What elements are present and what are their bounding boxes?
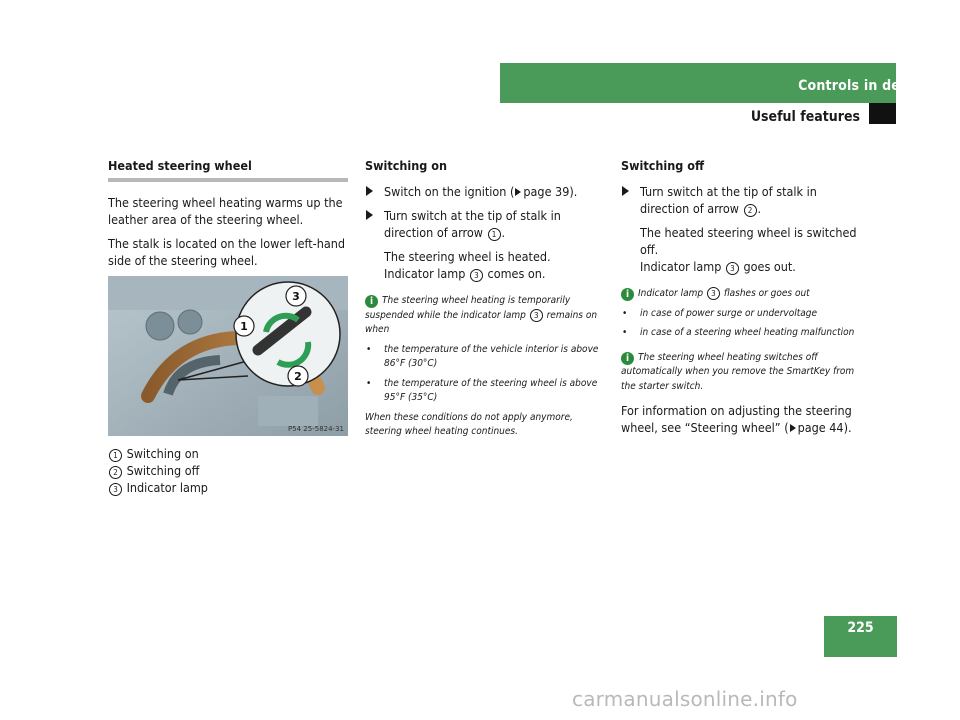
info-note-lamp: i Indicator lamp 3 flashes or goes out • in case of power surge or undervoltage • in case of a steering wheel heating malfunction [621, 287, 861, 341]
info-icon: i [621, 288, 634, 301]
step-arrow-icon [622, 186, 629, 196]
column-middle [365, 157, 605, 445]
info-note-smartkey: i The steering wheel heating switches off automatically when you remove the SmartKey from the starter switch. [621, 351, 855, 392]
step-arrow-icon [366, 210, 373, 220]
legend-item [108, 462, 348, 479]
info-icon: i [621, 352, 634, 365]
step-ignition: Switch on the ignition ( page 39). [365, 183, 605, 200]
adjusting-paragraph: For information on adjusting the steering wheel, see “Steering wheel” ( page 44). [621, 403, 852, 435]
legend-number: 3 [109, 483, 122, 496]
section-title: Controls in detail [798, 78, 924, 94]
page-link[interactable]: page 44). [797, 420, 852, 435]
column-right [621, 157, 861, 443]
step-turn-switch-off: Turn switch at the tip of stalk in direction of arrow 2 . [621, 183, 861, 217]
bullet-icon: • [622, 327, 628, 338]
figure-code: P54 25-5824-31 [287, 425, 344, 433]
step-turn-switch: Turn switch at the tip of stalk in direction of arrow 1 . [365, 207, 605, 241]
stalk-location-paragraph: The stalk is located on the lower left-hand side of the steering wheel. [108, 236, 345, 268]
ref-number: 1 [488, 228, 501, 241]
callout-2: 2 [294, 370, 302, 383]
bullet-icon: • [622, 307, 628, 319]
callout-3: 3 [292, 290, 300, 303]
ref-number: 3 [530, 309, 543, 322]
heading-switching-on: Switching on [365, 158, 447, 173]
heading-rule [108, 178, 348, 182]
info-note: i The steering wheel heating is temporarily suspended while the indicator lamp 3 remains on when • the temperature of the vehicle interior is above 86°F (30°C) • the temperature of the steering wheel is above 95°F (35°C) When these conditions do not apply anymore, steering wheel heating continues. [365, 294, 605, 440]
ref-number: 3 [470, 269, 483, 282]
legend-item [108, 479, 348, 496]
intro-paragraph: The steering wheel heating warms up the leather area of the steering wheel. [108, 195, 343, 227]
note-conclusion: When these conditions do not apply anymore, steering wheel heating continues. [365, 411, 573, 437]
heading-heated-steering-wheel: Heated steering wheel [108, 158, 252, 173]
steering-wheel-figure [108, 276, 348, 436]
legend-number: 1 [109, 449, 122, 462]
step-arrow-icon [366, 186, 373, 196]
ref-number: 3 [707, 287, 720, 300]
note-bullet: • in case of a steering wheel heating malfunction [621, 326, 861, 341]
bullet-icon: • [366, 377, 372, 389]
watermark: carmanualsonline.info [572, 687, 798, 711]
legend-number: 2 [109, 466, 122, 479]
note-bullet: • the temperature of the steering wheel is above 95°F (35°C) [366, 377, 598, 403]
note-bullet: • the temperature of the vehicle interior is above 86°F (30°C) [366, 343, 599, 369]
callout-1: 1 [240, 320, 248, 333]
header-marker [869, 103, 896, 124]
legend-text: Switching off [126, 463, 200, 478]
subsection-title: Useful features [750, 109, 860, 125]
heading-switching-off: Switching off [621, 158, 705, 173]
bullet-icon: • [366, 343, 372, 355]
note-bullet: • in case of power surge or undervoltage [621, 307, 861, 322]
info-icon: i [365, 295, 378, 308]
step-result: The steering wheel is heated. Indicator lamp 3 comes on. [384, 249, 551, 281]
legend-text: Switching on [126, 446, 199, 461]
page-number: 225 [847, 620, 874, 636]
steering-wheel-illustration [108, 276, 348, 436]
page-ref-icon [515, 188, 521, 196]
legend-text: Indicator lamp [126, 480, 208, 495]
step-result: The heated steering wheel is switched off. Indicator lamp 3 goes out. [640, 225, 857, 274]
legend-item [108, 445, 348, 462]
page-ref-icon [790, 424, 796, 432]
figure-legend [108, 445, 348, 496]
page-link[interactable]: page 39). [523, 184, 578, 199]
ref-number: 3 [726, 262, 739, 275]
ref-number: 2 [744, 204, 757, 217]
column-left [108, 157, 348, 496]
